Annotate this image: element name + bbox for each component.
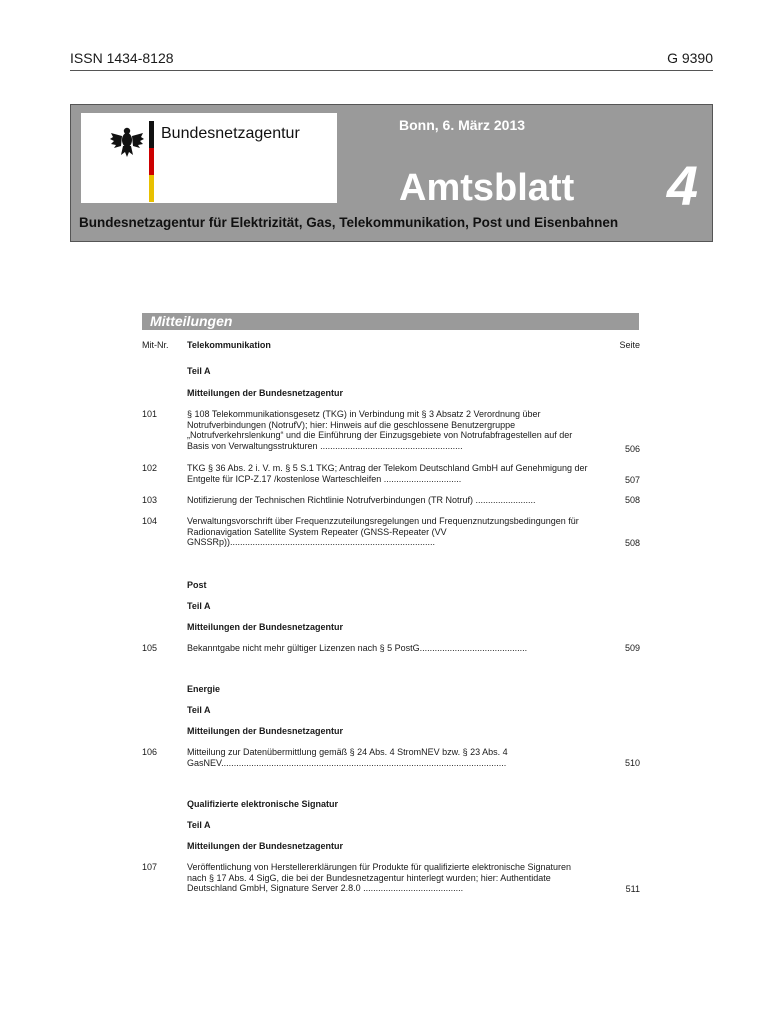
entry-number: 105: [142, 643, 158, 653]
entry-number: 101: [142, 409, 158, 419]
section-title: Mitteilungen: [150, 313, 233, 329]
section-header: [142, 313, 639, 330]
entry-number: 104: [142, 516, 158, 526]
issue-date: Bonn, 6. März 2013: [399, 117, 526, 133]
publication-title: Amtsblatt: [399, 167, 575, 209]
entry-page: 508: [624, 538, 640, 548]
title-banner: [70, 104, 713, 242]
subheading: Mitteilungen der Bundesnetzagentur: [187, 622, 344, 632]
column-nr-label: Mit-Nr.: [142, 340, 169, 350]
entry-number: 103: [142, 495, 158, 505]
federal-eagle-icon: [109, 125, 145, 161]
subheading: Mitteilungen der Bundesnetzagentur: [187, 388, 344, 398]
entry-page: 509: [624, 643, 640, 653]
entry-page: 511: [625, 884, 640, 894]
entry-text: Veröffentlichung von Herstellererklärungen für Produkte für qualifizierte elektronische Signaturen nach § 17 Abs. 4 SigG, die bei der Bundesnetzagentur hinterlegt wurden; hier: Authentidate Deutschland GmbH, Signature Server 2.8.0 ........................................: [187, 862, 572, 893]
entry-page: 507: [624, 475, 640, 485]
issn-label: ISSN 1434-8128: [70, 50, 174, 66]
subheading: Mitteilungen der Bundesnetzagentur: [187, 841, 344, 851]
topic-heading: Energie: [187, 684, 221, 694]
subheading: Teil A: [187, 366, 211, 376]
entry-text: TKG § 36 Abs. 2 i. V. m. § 5 S.1 TKG; Antrag der Telekom Deutschland GmbH auf Genehmigung der Entgelte für ICP-Z.17 /kostenlose Warteschleifen ...............................: [187, 463, 588, 484]
entry-page: 506: [624, 444, 640, 454]
entry-text: § 108 Telekommunikationsgesetz (TKG) in Verbindung mit § 3 Absatz 2 Verordnung über Notrufverbindungen (NotrufV); hier: Hinweis auf die geschlossene Benutzergruppe „Notrufverkehrslenkung“ und die Einführung der Einzugsgebiete von Notrufabfragestellen auf der Basis von Verwaltungsstrukturen .........................................................: [187, 409, 573, 451]
topic-heading: Qualifizierte elektronische Signatur: [187, 799, 339, 809]
subheading: Teil A: [187, 601, 211, 611]
running-header: [70, 50, 713, 71]
entry-number: 106: [142, 747, 158, 757]
topic-heading: Telekommunikation: [187, 340, 271, 350]
issue-number: 4: [666, 154, 698, 217]
flag-stripe: [149, 121, 154, 203]
entry-text: Mitteilung zur Datenübermittlung gemäß § 24 Abs. 4 StromNEV bzw. § 23 Abs. 4 GasNEV..................................................................................................................: [187, 747, 508, 768]
subheading: Teil A: [187, 820, 211, 830]
publication-subtitle: Bundesnetzagentur für Elektrizität, Gas, Telekommunikation, Post und Eisenbahnen: [79, 215, 619, 230]
subheading: Teil A: [187, 705, 211, 715]
topic-heading: Post: [187, 580, 207, 590]
subheading: Mitteilungen der Bundesnetzagentur: [187, 726, 344, 736]
publication-code: G 9390: [667, 50, 713, 66]
column-page-label: Seite: [619, 340, 640, 350]
entry-text: Notifizierung der Technischen Richtlinie Notrufverbindungen (TR Notruf) ........................: [187, 495, 536, 505]
agency-name: Bundesnetzagentur: [161, 125, 300, 142]
entry-text: Bekanntgabe nicht mehr gültiger Lizenzen nach § 5 PostG...........................................: [187, 643, 528, 653]
entry-page: 510: [624, 758, 640, 768]
entry-number: 102: [142, 463, 158, 473]
entry-page: 508: [624, 495, 640, 505]
entry-text: Verwaltungsvorschrift über Frequenzzuteilungsregelungen und Frequenznutzungsbedingungen für Radionavigation Satellite System Repeater (GNSS-Repeater (VV GNSSRp))..................................................................................: [187, 516, 579, 547]
entry-number: 107: [142, 862, 158, 872]
agency-logo: [81, 113, 337, 203]
